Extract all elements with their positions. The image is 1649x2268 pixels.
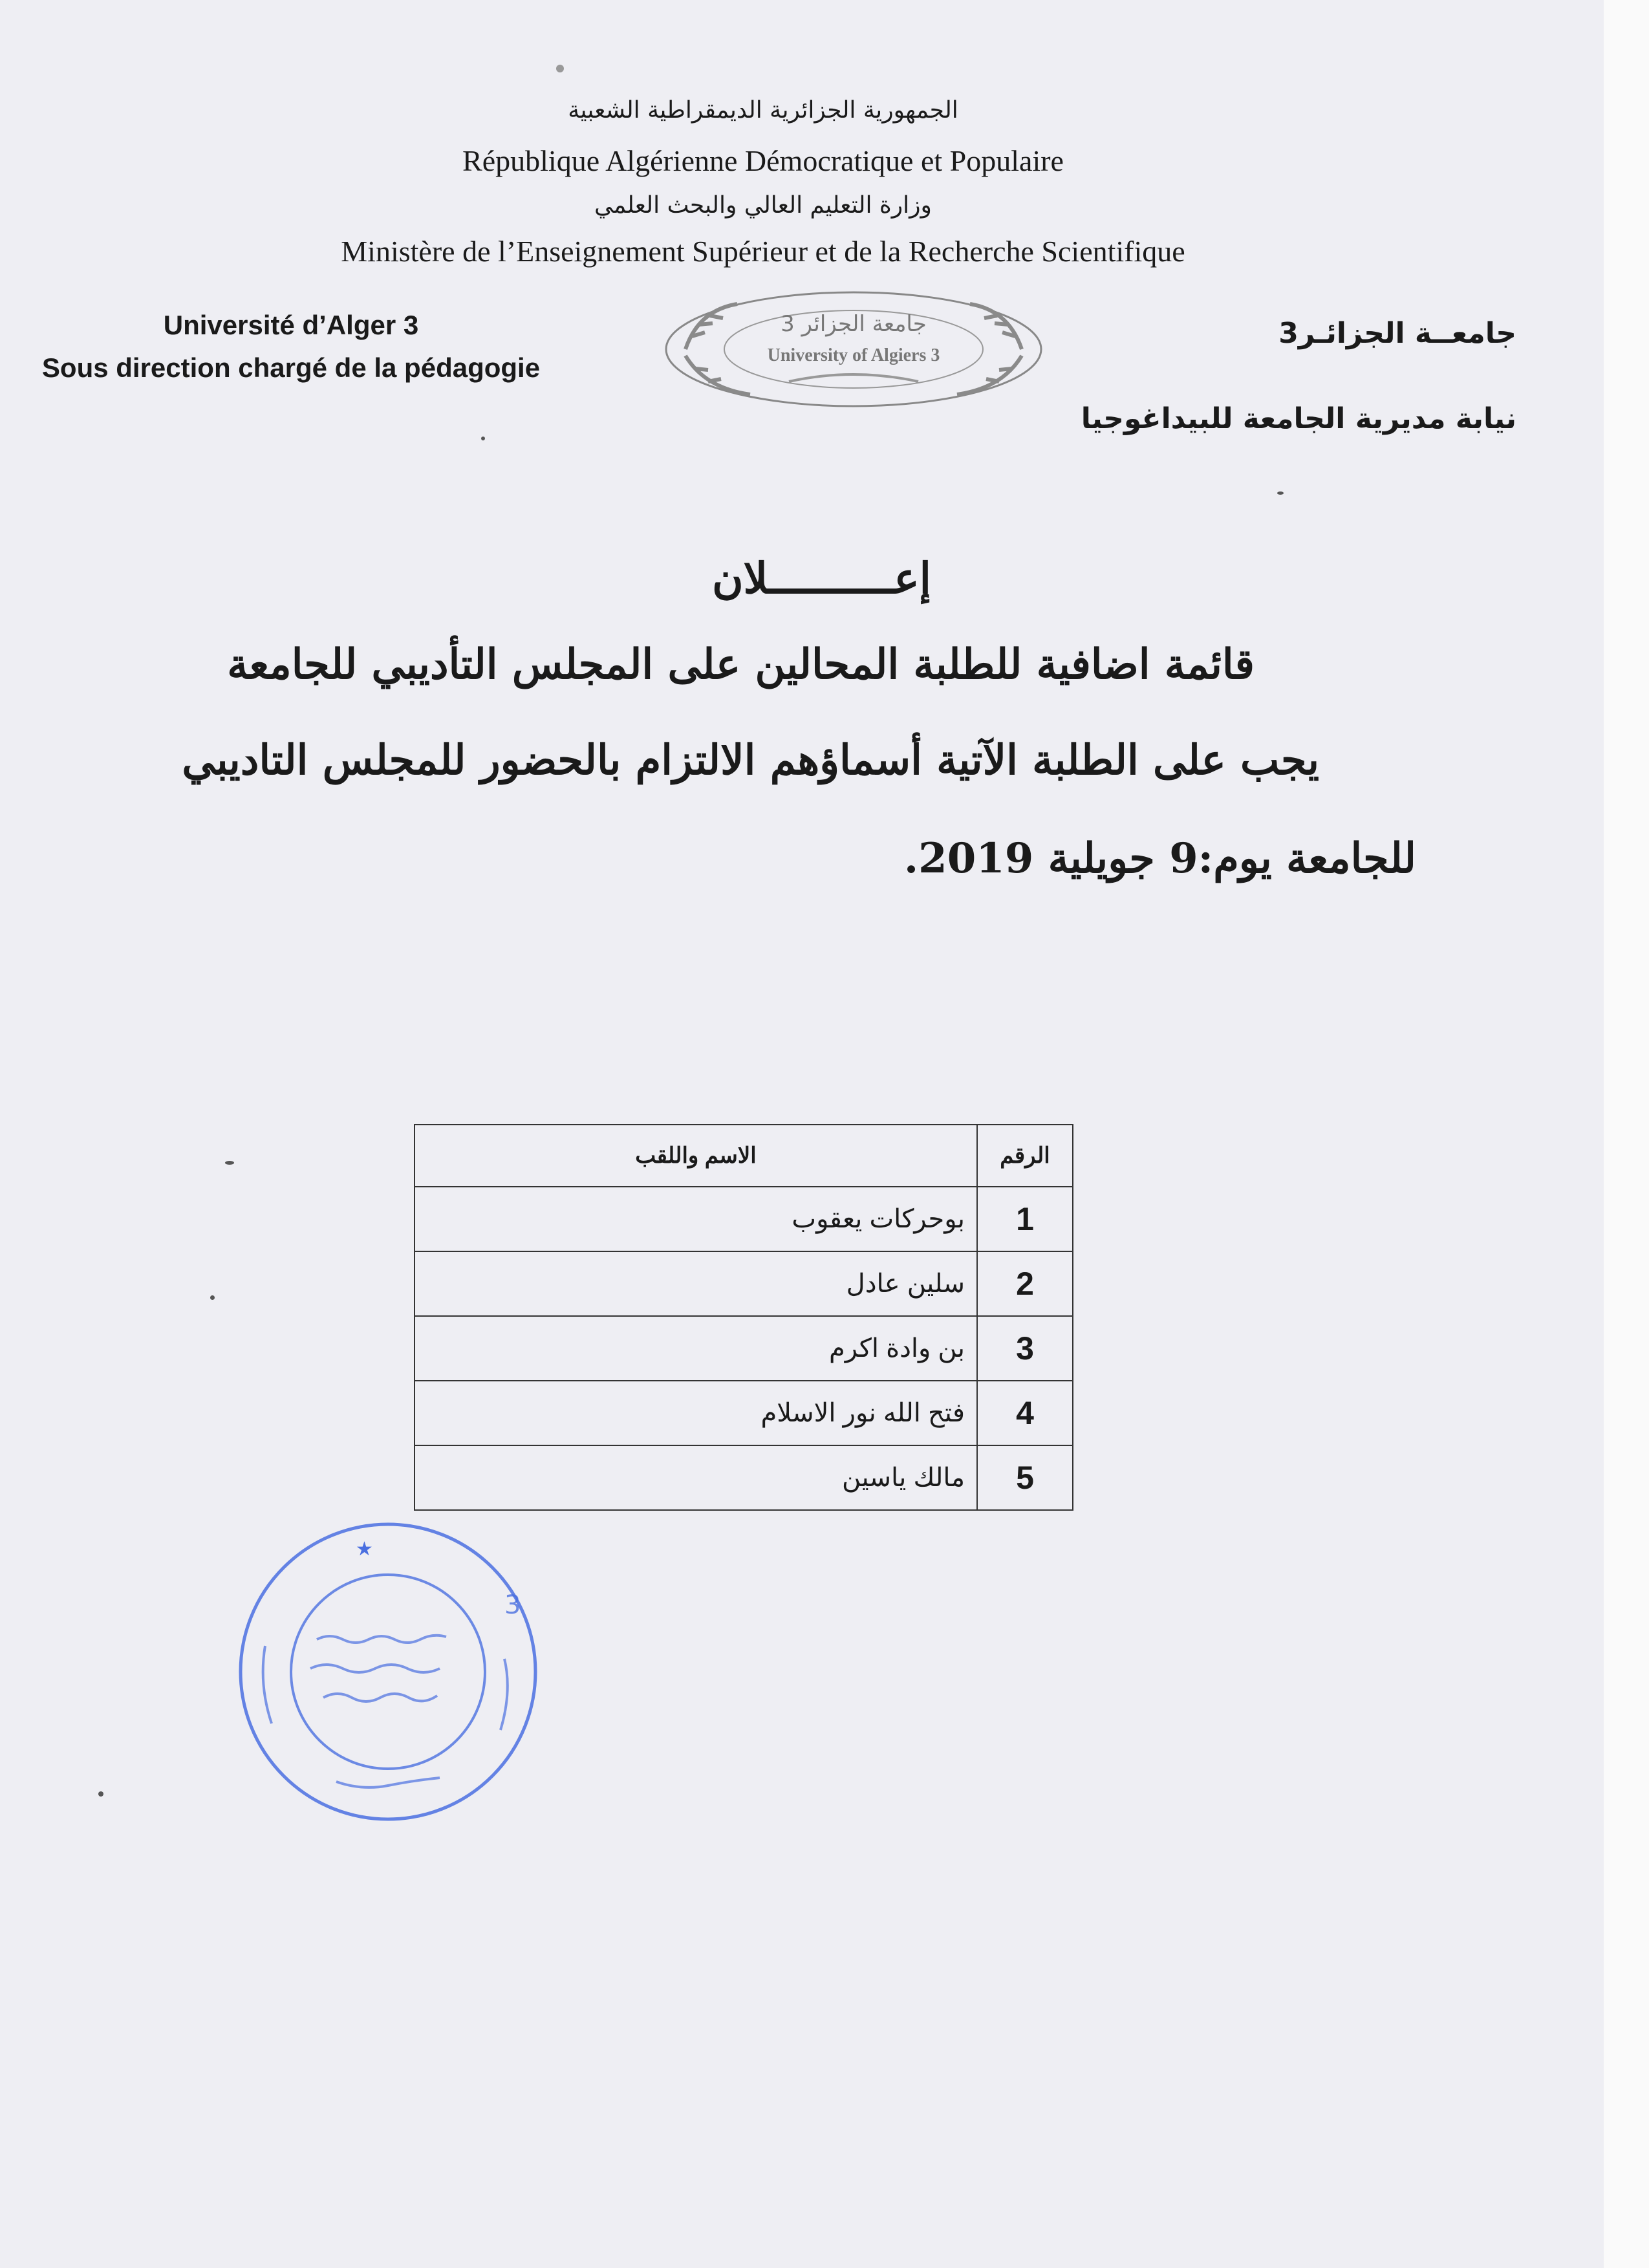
laurel-right-icon bbox=[957, 304, 1022, 394]
university-name-fr: Université d’Alger 3 bbox=[163, 310, 419, 340]
star-icon: ★ bbox=[356, 1538, 373, 1561]
table-row bbox=[415, 1316, 1073, 1381]
table-header-row bbox=[415, 1125, 1073, 1187]
scan-speck bbox=[98, 1791, 103, 1797]
ministry-name-fr: Ministère de l’Enseignement Supérieur et de la Recherche Scientifique bbox=[341, 235, 1185, 268]
row-name: بن وادة اكرم bbox=[415, 1316, 977, 1381]
row-number: 3 bbox=[977, 1316, 1073, 1381]
header-number: الرقم bbox=[977, 1125, 1073, 1187]
university-logo bbox=[660, 285, 1048, 414]
row-number: 2 bbox=[977, 1251, 1073, 1316]
scan-speck bbox=[225, 1161, 234, 1165]
department-name-fr: Sous direction chargé de la pédagogie bbox=[41, 352, 541, 383]
ministry-name-ar: وزارة التعليم العالي والبحث العلمي bbox=[594, 192, 932, 219]
book-icon bbox=[789, 374, 918, 382]
scan-speck bbox=[210, 1295, 215, 1300]
announcement-line-1: يجب على الطلبة الآتية أسماؤهم الالتزام بالحضور للمجلس التاديبي bbox=[182, 736, 1319, 784]
row-name: سلين عادل bbox=[415, 1251, 977, 1316]
scan-speck bbox=[1277, 491, 1284, 495]
table-row bbox=[415, 1445, 1073, 1510]
university-name-ar: جامعــة الجزائـر3 bbox=[1278, 317, 1516, 350]
announcement-subtitle: قائمة اضافية للطلبة المحالين على المجلس التأديبي للجامعة bbox=[227, 640, 1255, 689]
row-number: 1 bbox=[977, 1187, 1073, 1251]
announcement-title: إعــــــــــلان bbox=[712, 553, 931, 603]
university-block-fr bbox=[26, 304, 556, 389]
department-name-ar: نيابة مديرية الجامعة للبيداغوجيا bbox=[1081, 402, 1516, 435]
row-name: بوحركات يعقوب bbox=[415, 1187, 977, 1251]
stamp-ring-text: 3 bbox=[504, 1590, 521, 1620]
table-row bbox=[415, 1187, 1073, 1251]
scan-speck bbox=[556, 65, 564, 72]
logo-text-ar: جامعة الجزائر 3 bbox=[781, 311, 927, 337]
official-stamp bbox=[233, 1517, 543, 1827]
row-number: 5 bbox=[977, 1445, 1073, 1510]
header-name: الاسم واللقب bbox=[415, 1125, 977, 1187]
row-number: 4 bbox=[977, 1381, 1073, 1445]
row-name: فتح الله نور الاسلام bbox=[415, 1381, 977, 1445]
country-name-fr: République Algérienne Démocratique et Populaire bbox=[462, 144, 1064, 177]
laurel-left-icon bbox=[685, 304, 750, 394]
announcement-line-2: للجامعة يوم:9 جويلية 2019. bbox=[903, 834, 1416, 883]
table-row bbox=[415, 1251, 1073, 1316]
scan-speck bbox=[481, 437, 485, 440]
table-row bbox=[415, 1381, 1073, 1445]
row-name: مالك ياسين bbox=[415, 1445, 977, 1510]
country-name-ar: الجمهورية الجزائرية الديمقراطية الشعبية bbox=[568, 97, 958, 124]
students-table bbox=[414, 1124, 1073, 1511]
logo-text-en: University of Algiers 3 bbox=[767, 345, 940, 365]
